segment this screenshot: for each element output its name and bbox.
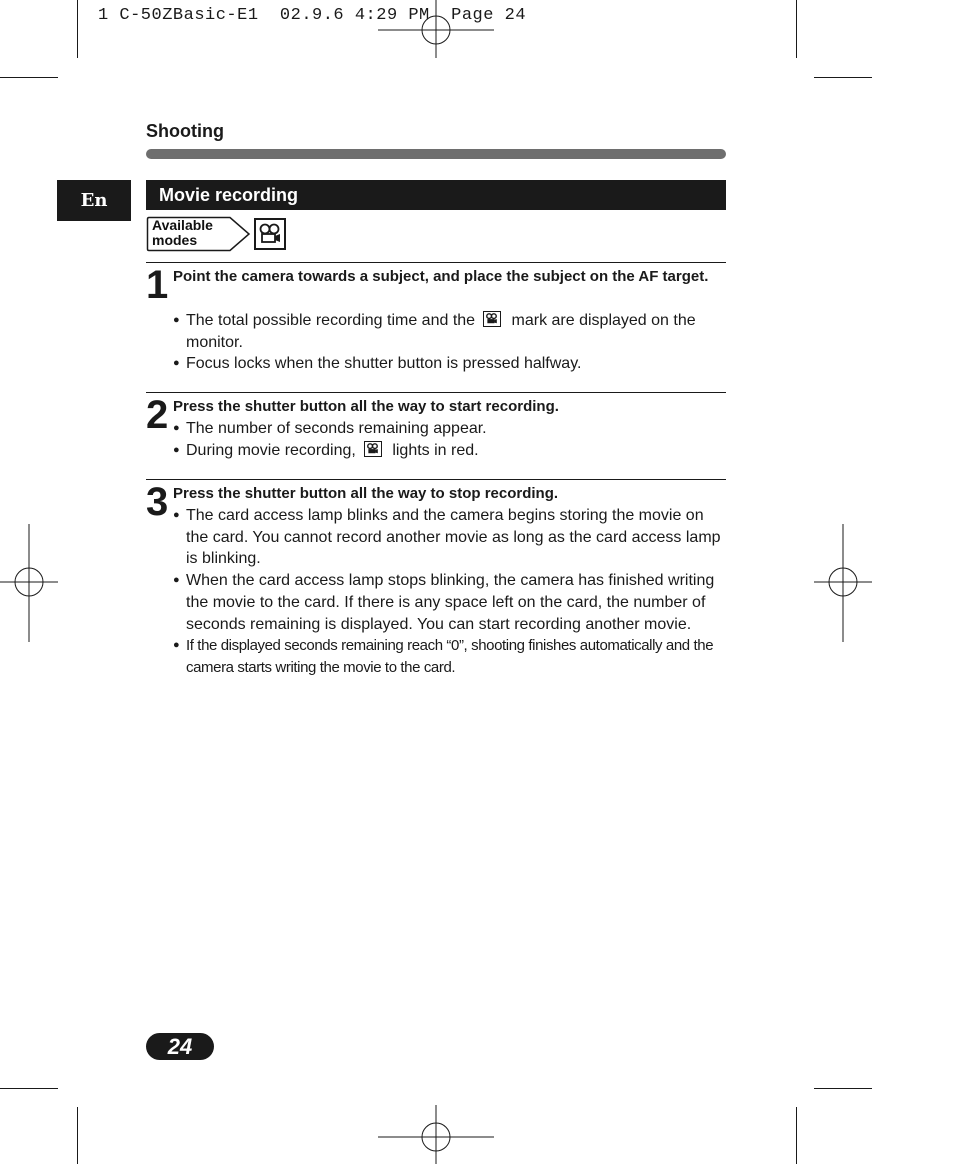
- list-item: ● When the card access lamp stops blinking, the camera has finished writing the movie to the card. If there is any space left on the card, the number of seconds remaining is displayed. You can start recording another movie.: [173, 570, 726, 635]
- movie-mode-icon: [254, 218, 286, 250]
- step-divider: [146, 392, 726, 393]
- registration-mark-bottom: [376, 1105, 496, 1164]
- list-item: ● Focus locks when the shutter button is pressed halfway.: [173, 353, 726, 375]
- step-heading: Press the shutter button all the way to stop recording.: [173, 485, 559, 502]
- step-heading: Point the camera towards a subject, and place the subject on the AF target.: [173, 268, 709, 285]
- list-item: ● The number of seconds remaining appear.: [173, 418, 726, 440]
- movie-camera-icon: [483, 311, 501, 327]
- movie-camera-icon: [258, 223, 282, 245]
- step-bullets: [173, 505, 726, 679]
- available-modes-label: Available modes: [152, 217, 213, 248]
- registration-mark-left: [0, 524, 60, 642]
- list-item: ● The card access lamp blinks and the camera begins storing the movie on the card. You cannot record another movie as long as the card access lamp is blinking.: [173, 505, 726, 570]
- print-slug: 1 C-50ZBasic-E1 02.9.6 4:29 PM Page 24: [98, 6, 527, 25]
- language-tab: En: [57, 180, 131, 221]
- list-item: ● The total possible recording time and the mark are displayed on the monitor.: [173, 310, 726, 353]
- page-title: Movie recording: [146, 180, 726, 210]
- movie-camera-icon: [364, 441, 382, 457]
- registration-mark-right: [814, 524, 874, 642]
- step-number: 1: [146, 263, 169, 307]
- step-heading: Press the shutter button all the way to start recording.: [173, 398, 559, 415]
- section-divider-bar: [146, 149, 726, 159]
- step-divider: [146, 479, 726, 480]
- step-bullets: [173, 310, 726, 375]
- step-divider: [146, 262, 726, 263]
- registration-mark-top: [376, 0, 496, 60]
- list-item: ● If the displayed seconds remaining reach “0”, shooting finishes automatically and the camera starts writing the movie to the card.: [173, 635, 726, 678]
- page-number: 24: [146, 1033, 214, 1060]
- step-bullets: [173, 418, 726, 461]
- list-item: ● During movie recording, lights in red.: [173, 440, 726, 462]
- step-number: 2: [146, 393, 169, 437]
- section-title: Shooting: [146, 121, 224, 141]
- step-number: 3: [146, 480, 169, 524]
